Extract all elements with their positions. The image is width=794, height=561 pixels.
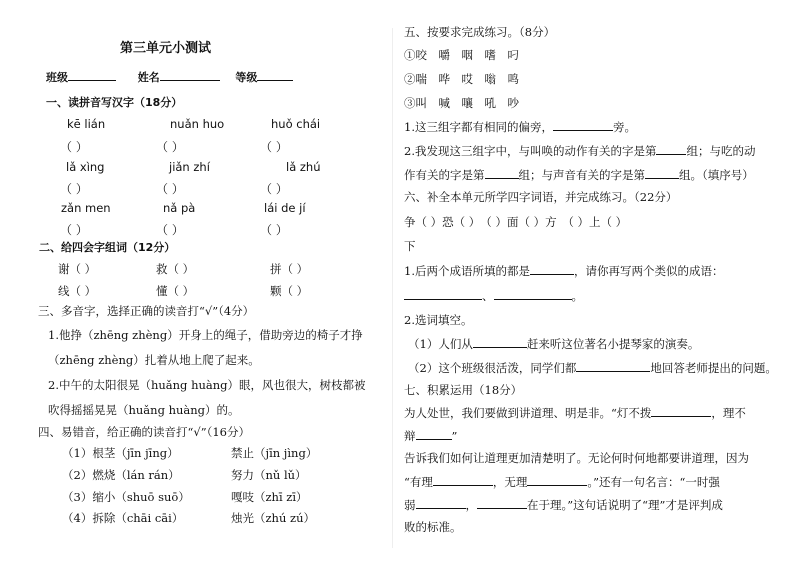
pronunciation-item[interactable]: （1）根茎（jīn jīng）	[62, 446, 179, 460]
answer-blank[interactable]	[416, 497, 466, 509]
question-text: 2.我发现这三组字中，与叫唤的动作有关的字是第	[404, 144, 657, 158]
word-group-item[interactable]: 懂（ ）	[156, 284, 195, 298]
idiom-fill-row-wrap: 下	[404, 239, 416, 253]
passage-text: ，无理	[492, 475, 528, 489]
pinyin-item: lǎ xìng	[66, 160, 105, 174]
pronunciation-item[interactable]: （3）缩小（shuō suō）	[62, 490, 190, 504]
answer-blank[interactable]	[576, 360, 650, 372]
answer-blank[interactable]	[485, 167, 519, 179]
question-text: 组；与声音有关的字是第	[518, 168, 645, 182]
section-4-heading: 四、易错音，给正确的读音打“√”（16分）	[38, 425, 250, 439]
answer-box[interactable]: （ ）	[156, 140, 184, 154]
question-text: 旁。	[612, 120, 636, 134]
answer-box[interactable]: （ ）	[156, 223, 184, 237]
char-group-row: ①咬 嚼 咽 嗜 叼	[404, 48, 519, 62]
pronunciation-item[interactable]: （4）拆除（chāi cāi）	[62, 511, 184, 525]
passage-line	[404, 497, 723, 512]
answer-box[interactable]: （ ）	[60, 223, 88, 237]
question-text: 1.后两个成语所填的都是	[404, 264, 530, 278]
answer-blank[interactable]	[433, 474, 493, 486]
section-6-heading: 六、补全本单元所学四字词语，并完成练习。（22分）	[404, 190, 678, 204]
question-6-2-1	[408, 336, 699, 351]
pinyin-item: lái de jí	[264, 201, 306, 215]
section-7-heading: 七、积累运用（18分）	[404, 383, 523, 397]
column-divider	[392, 28, 393, 548]
pronunciation-item[interactable]: 努力（nǔ lǔ）	[231, 468, 307, 482]
passage-line: 告诉我们如何让道理更加清楚明了。无论何时何地都要讲道理，因为	[404, 451, 749, 465]
passage-text: ”	[451, 429, 458, 443]
passage-text: “有理	[404, 475, 433, 489]
grade-label: 等级	[235, 71, 258, 84]
pinyin-item: jiǎn zhí	[169, 160, 210, 174]
answer-blank[interactable]	[477, 497, 527, 509]
passage-line	[404, 428, 457, 443]
question-text: 组。（填序号）	[679, 168, 754, 182]
question-text: 组；与吃的动	[686, 144, 756, 158]
question-6-2-2	[408, 360, 777, 375]
name-label: 姓名	[137, 71, 160, 84]
pinyin-item: nuǎn huo	[170, 117, 225, 131]
question-text: 赶来听这位著名小提琴家的演奏。	[526, 337, 700, 351]
answer-box[interactable]: （ ）	[260, 223, 288, 237]
class-label: 班级	[46, 71, 68, 84]
answer-box[interactable]: （ ）	[156, 182, 184, 196]
student-info-row	[46, 69, 293, 85]
answer-box[interactable]: （ ）	[260, 140, 288, 154]
answer-blank[interactable]	[553, 119, 613, 131]
pinyin-item: nǎ pà	[163, 201, 196, 215]
char-group-row: ②喘 哗 哎 嗡 鸣	[404, 72, 519, 86]
section-1-heading: 一、读拼音写汉字（18分）	[46, 96, 183, 109]
question-text: （1）人们从	[408, 337, 473, 351]
section-5-heading: 五、按要求完成练习。（8分）	[404, 25, 556, 39]
section-3-heading: 三、多音字，选择正确的读音打“√”（4分）	[38, 304, 255, 318]
question-text: 1.他挣（zhēng zhèng）开身上的绳子，借助旁边的椅子才挣	[48, 328, 363, 342]
passage-line	[404, 405, 746, 420]
passage-line	[404, 474, 720, 489]
question-text: 地回答老师提出的问题。	[650, 361, 777, 375]
question-6-1	[404, 263, 723, 278]
pronunciation-item[interactable]: （2）燃烧（lán rán）	[62, 468, 180, 482]
question-5-2b	[404, 167, 754, 182]
passage-text: 为人处世，我们要做到讲道理、明是非。“灯不拨	[404, 406, 652, 420]
pronunciation-item[interactable]: 嘎吱（zhī zī）	[231, 490, 308, 504]
question-text: （2）这个班级很活泼，同学们都	[408, 361, 577, 375]
question-text: 吹得摇摇晃晃（huǎng huàng）的。	[48, 403, 240, 417]
question-text: 作有关的字是第	[404, 168, 485, 182]
word-group-item[interactable]: 谢（ ）	[58, 262, 97, 276]
answer-blank[interactable]	[651, 405, 711, 417]
answer-blank[interactable]	[645, 167, 679, 179]
word-group-item[interactable]: 拼（ ）	[270, 262, 309, 276]
passage-text: 。”还有一句名言：“一时强	[587, 475, 720, 489]
question-text: 2.中午的太阳很晃（huǎng huàng）眼，风也很大，树枝都被	[48, 378, 366, 392]
word-group-item[interactable]: 颗（ ）	[270, 284, 309, 298]
answer-box[interactable]: （ ）	[60, 140, 88, 154]
name-blank[interactable]	[160, 69, 220, 81]
idiom-fill-row[interactable]: 争（ ）恐（ ） （ ）面（ ）方 （ ）上（ ）	[404, 215, 628, 229]
question-text: 1.这三组字都有相同的偏旁，	[404, 120, 553, 134]
answer-blank[interactable]	[404, 288, 482, 300]
page-title: 第三单元小测试	[120, 41, 212, 56]
question-6-2: 2.选词填空。	[404, 313, 473, 327]
answer-blank[interactable]	[416, 428, 452, 440]
section-2-heading: 二、给四会字组词（12分）	[39, 241, 176, 254]
pinyin-item: kē lián	[67, 117, 106, 131]
question-text: （zhēng zhèng）扎着从地上爬了起来。	[48, 353, 260, 367]
pinyin-item: huǒ chái	[271, 117, 321, 131]
answer-blank[interactable]	[527, 474, 587, 486]
class-blank[interactable]	[68, 69, 116, 81]
char-group-row: ③叫 喊 嚷 吼 吵	[404, 96, 519, 110]
answer-blank[interactable]	[494, 288, 572, 300]
period: 。	[571, 289, 583, 303]
answer-blank[interactable]	[656, 143, 686, 155]
separator: 、	[482, 289, 494, 303]
pinyin-item: zǎn men	[61, 201, 111, 215]
pronunciation-item[interactable]: 烛光（zhú zú）	[231, 511, 315, 525]
question-6-1-answers	[404, 288, 583, 303]
answer-blank[interactable]	[473, 336, 527, 348]
passage-line: 败的标准。	[404, 520, 462, 534]
passage-text: 辩	[404, 429, 416, 443]
grade-blank[interactable]	[257, 69, 293, 81]
question-5-1	[404, 119, 636, 134]
word-group-item[interactable]: 线（ ）	[58, 284, 97, 298]
passage-text: ，理不	[711, 406, 746, 420]
answer-box[interactable]: （ ）	[260, 182, 288, 196]
passage-text: ，	[465, 498, 477, 512]
pronunciation-item[interactable]: 禁止（jīn jìng）	[231, 446, 318, 460]
pinyin-item: lǎ zhú	[286, 160, 321, 174]
answer-blank[interactable]	[530, 263, 574, 275]
passage-text: 弱	[404, 498, 416, 512]
passage-text: 在于理。”这句话说明了“理”才是评判成	[527, 498, 723, 512]
word-group-item[interactable]: 救（ ）	[156, 262, 195, 276]
answer-box[interactable]: （ ）	[60, 182, 88, 196]
question-5-2a	[404, 143, 755, 158]
question-text: ，请你再写两个类似的成语：	[573, 264, 724, 278]
